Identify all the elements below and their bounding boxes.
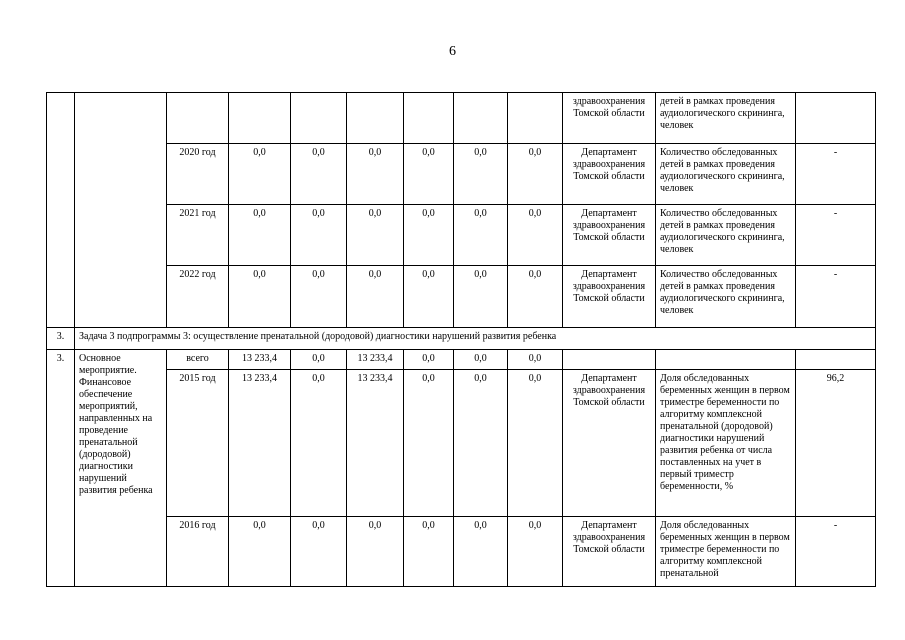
target-cell: - (796, 144, 876, 205)
name-cell (75, 93, 167, 328)
year-cell: 2015 год (167, 370, 229, 517)
target-cell: - (796, 205, 876, 266)
year-cell: 2021 год (167, 205, 229, 266)
indicator-cell: Доля обследованных беременных женщин в первом триместре беременности по алгоритму комплексной пренатальной (656, 517, 796, 587)
year-cell: 2022 год (167, 266, 229, 328)
department-cell: Департамент здравоохранения Томской области (563, 144, 656, 205)
department-cell: Департамент здравоохранения Томской области (563, 266, 656, 328)
table-row: 2022 год 0,0 0,0 0,0 0,0 0,0 0,0 Департамент здравоохранения Томской области Количество обследованных детей в рамках проведения аудиологического скрининга, человек - (47, 266, 876, 328)
year-cell: всего (167, 350, 229, 370)
task-number: 3. (47, 328, 75, 350)
table-row: 2021 год 0,0 0,0 0,0 0,0 0,0 0,0 Департамент здравоохранения Томской области Количество обследованных детей в рамках проведения аудиологического скрининга, человек - (47, 205, 876, 266)
table-row: 2020 год 0,0 0,0 0,0 0,0 0,0 0,0 Департамент здравоохранения Томской области Количество обследованных детей в рамках проведения аудиологического скрининга, человек - (47, 144, 876, 205)
year-cell: 2016 год (167, 517, 229, 587)
indicator-cell: Доля обследованных беременных женщин в первом триместре беременности по алгоритму комплексной пренатальной (дородовой) диагностики нарушений развития ребенка от числа поставленных на учет в первый триместр беременности, % (656, 370, 796, 517)
target-cell: - (796, 266, 876, 328)
table-row: 2016 год 0,0 0,0 0,0 0,0 0,0 0,0 Департамент здравоохранения Томской области Доля обследованных беременных женщин в первом триместре беременности по алгоритму комплексной пренатальной - (47, 517, 876, 587)
table-row (47, 93, 876, 144)
department-cell: Департамент здравоохранения Томской области (563, 205, 656, 266)
indicator-cell: Количество обследованных детей в рамках проведения аудиологического скрининга, человек (656, 144, 796, 205)
program-table (46, 92, 876, 587)
table-row: 3. Основное мероприятие. Финансовое обеспечение мероприятий, направленных на проведение пренатальной (дородовой) диагностики нарушений развития ребенка всего 13 233,4 0,0 13 233,4 0,0 0,0 0,0 (47, 350, 876, 370)
task-row (47, 328, 876, 350)
department-cell: здравоохранения Томской области (563, 93, 656, 144)
department-cell: Департамент здравоохранения Томской области (563, 370, 656, 517)
indicator-cell: детей в рамках проведения аудиологического скрининга, человек (656, 93, 796, 144)
year-cell: 2020 год (167, 144, 229, 205)
page-number: 6 (449, 44, 456, 59)
indicator-cell: Количество обследованных детей в рамках проведения аудиологического скрининга, человек (656, 266, 796, 328)
department-cell: Департамент здравоохранения Томской области (563, 517, 656, 587)
target-cell: 96,2 (796, 370, 876, 517)
num-cell (47, 93, 75, 328)
measure-name: Основное мероприятие. Финансовое обеспечение мероприятий, направленных на проведение пренатальной (дородовой) диагностики нарушений развития ребенка (75, 350, 167, 587)
indicator-cell: Количество обследованных детей в рамках проведения аудиологического скрининга, человек (656, 205, 796, 266)
task-title: Задача 3 подпрограммы 3: осуществление пренатальной (дородовой) диагностики нарушений развития ребенка (75, 328, 876, 350)
measure-number: 3. (47, 350, 75, 587)
target-cell: - (796, 517, 876, 587)
table-row: 2015 год 13 233,4 0,0 13 233,4 0,0 0,0 0,0 Департамент здравоохранения Томской области Доля обследованных беременных женщин в первом триместре беременности по алгоритму комплексной пренатальной (дородовой) диагностики нарушений развития ребенка от числа поставленных на учет в первый триместр беременности, % 96,2 (47, 370, 876, 517)
